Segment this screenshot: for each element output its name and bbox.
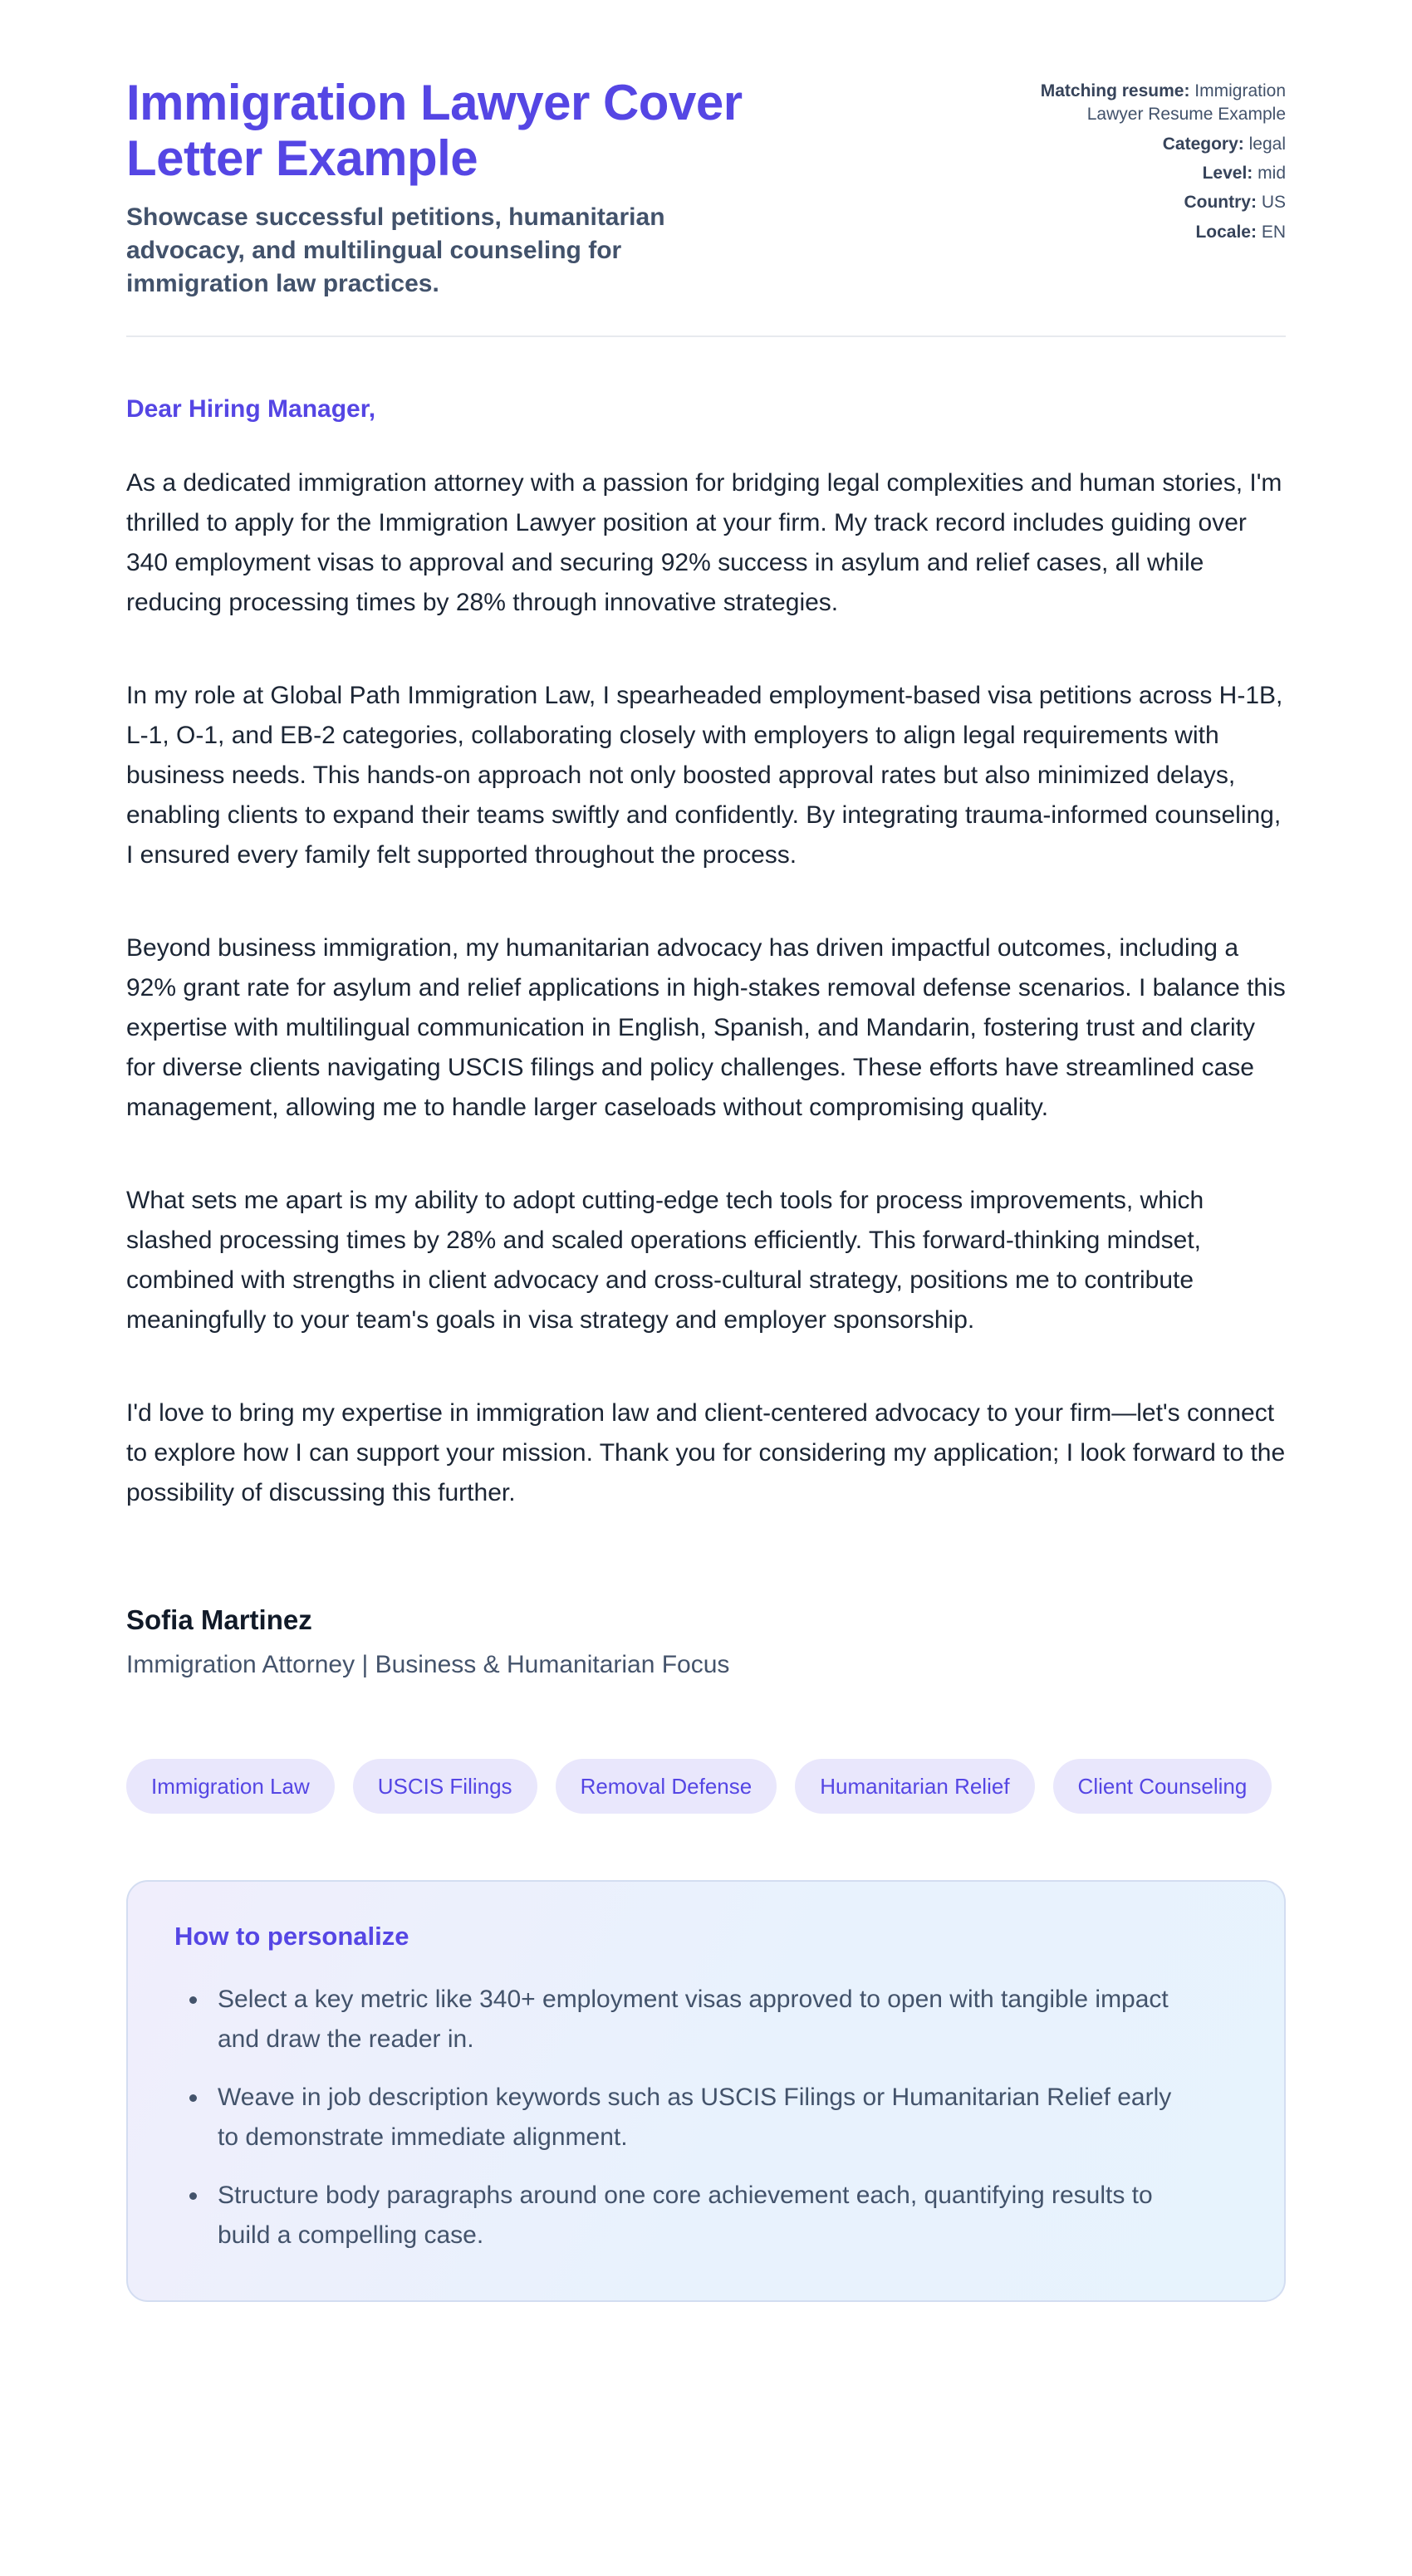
letter-greeting: Dear Hiring Manager, [126, 395, 376, 424]
letter-paragraph: I'd love to bring my expertise in immigration law and client-centered advocacy to your firm—let's connect to explore how I can support your mission. Thank you for considering my application; I look forward to the possibility of discussing this further. [126, 1399, 1286, 1507]
personalize-tip-item: • Weave in job description keywords such as USCIS Filings or Humanitarian Relief early to demonstrate immediate alignment. [209, 2078, 1189, 2157]
meta-value: legal [1248, 134, 1286, 154]
meta-label: Country: [1184, 193, 1257, 213]
page-title: Immigration Lawyer Cover Letter Example [126, 75, 743, 187]
letter-paragraph: As a dedicated immigration attorney with a passion for bridging legal complexities and human stories, I'm thrilled to apply for the Immigration Lawyer position at your firm. My track record includes guiding over 340 employment visas to approval and securing 92% success in asylum and relief cases, all while reducing processing times by 28% through innovative strategies. [126, 469, 1282, 617]
meta-value: EN [1261, 222, 1286, 242]
personalize-tip-item: • Structure body paragraphs around one core achievement each, quantifying results to build a compelling case. [209, 2176, 1189, 2255]
letter-paragraphs [126, 463, 1286, 1513]
skill-tag-pill[interactable]: Humanitarian Relief [795, 1759, 1034, 1814]
page-header [126, 75, 1286, 301]
letter-paragraph: What sets me apart is my ability to adopt cutting-edge tech tools for process improvements, which slashed processing times by 28% and scaled operations efficiently. This forward-thinking mindset, combined with strengths in client advocacy and cross-cultural strategy, positions me to contribute meaningfully to your team's goals in visa strategy and employer sponsorship. [126, 1187, 1204, 1335]
personalize-heading: How to personalize [174, 1922, 409, 1952]
signature-role: Immigration Attorney | Business & Humanitarian Focus [126, 1651, 730, 1679]
meta-row [1020, 133, 1286, 156]
meta-row [1020, 80, 1286, 127]
meta-value: Immigration Lawyer Resume Example [1086, 81, 1286, 125]
skill-tag-pill[interactable]: Client Counseling [1053, 1759, 1272, 1814]
meta-row [1020, 221, 1286, 244]
meta-label: Category: [1162, 134, 1244, 154]
personalize-box [126, 1880, 1286, 2302]
header-title-block [126, 75, 987, 301]
page-subtitle: Showcase successful petitions, humanitarian advocacy, and multilingual counseling for immigration law practices. [126, 203, 665, 298]
personalize-tip-item: • Select a key metric like 340+ employment visas approved to open with tangible impact and draw the reader in. [209, 1980, 1189, 2059]
personalize-tips-list [174, 1980, 1238, 2255]
page-container [126, 0, 1286, 2382]
header-divider [126, 335, 1286, 337]
letter-paragraph: Beyond business immigration, my humanitarian advocacy has driven impactful outcomes, including a 92% grant rate for asylum and relief applications in high-stakes removal defense scenarios. I balance this expertise with multilingual communication in English, Spanish, and Mandarin, fostering trust and clarity for diverse clients navigating USCIS filings and policy challenges. These efforts have streamlined case management, allowing me to handle larger caseloads without compromising quality. [126, 934, 1286, 1122]
meta-value: mid [1258, 164, 1286, 184]
letter-paragraph: In my role at Global Path Immigration Law, I spearheaded employment-based visa petitions across H-1B, L-1, O-1, and EB-2 categories, collaborating closely with employers to align legal requirements with business needs. This hands-on approach not only boosted approval rates but also minimized delays, enabling clients to expand their teams swiftly and confidently. By integrating trauma-informed counseling, I ensured every family felt supported throughout the process. [126, 682, 1283, 869]
resume-meta-block [1020, 75, 1286, 250]
skill-tag-pill[interactable]: Immigration Law [126, 1759, 335, 1814]
meta-row [1020, 191, 1286, 214]
meta-label: Matching resume: [1040, 81, 1190, 100]
skill-tags [126, 1759, 1286, 1814]
skill-tag-pill[interactable]: USCIS Filings [353, 1759, 537, 1814]
meta-label: Locale: [1195, 222, 1257, 242]
cover-letter-body [126, 395, 1286, 1679]
signature-name: Sofia Martinez [126, 1604, 312, 1636]
skill-tag-pill[interactable]: Removal Defense [556, 1759, 777, 1814]
meta-row [1020, 162, 1286, 185]
meta-value: US [1261, 193, 1286, 213]
meta-label: Level: [1202, 164, 1253, 184]
